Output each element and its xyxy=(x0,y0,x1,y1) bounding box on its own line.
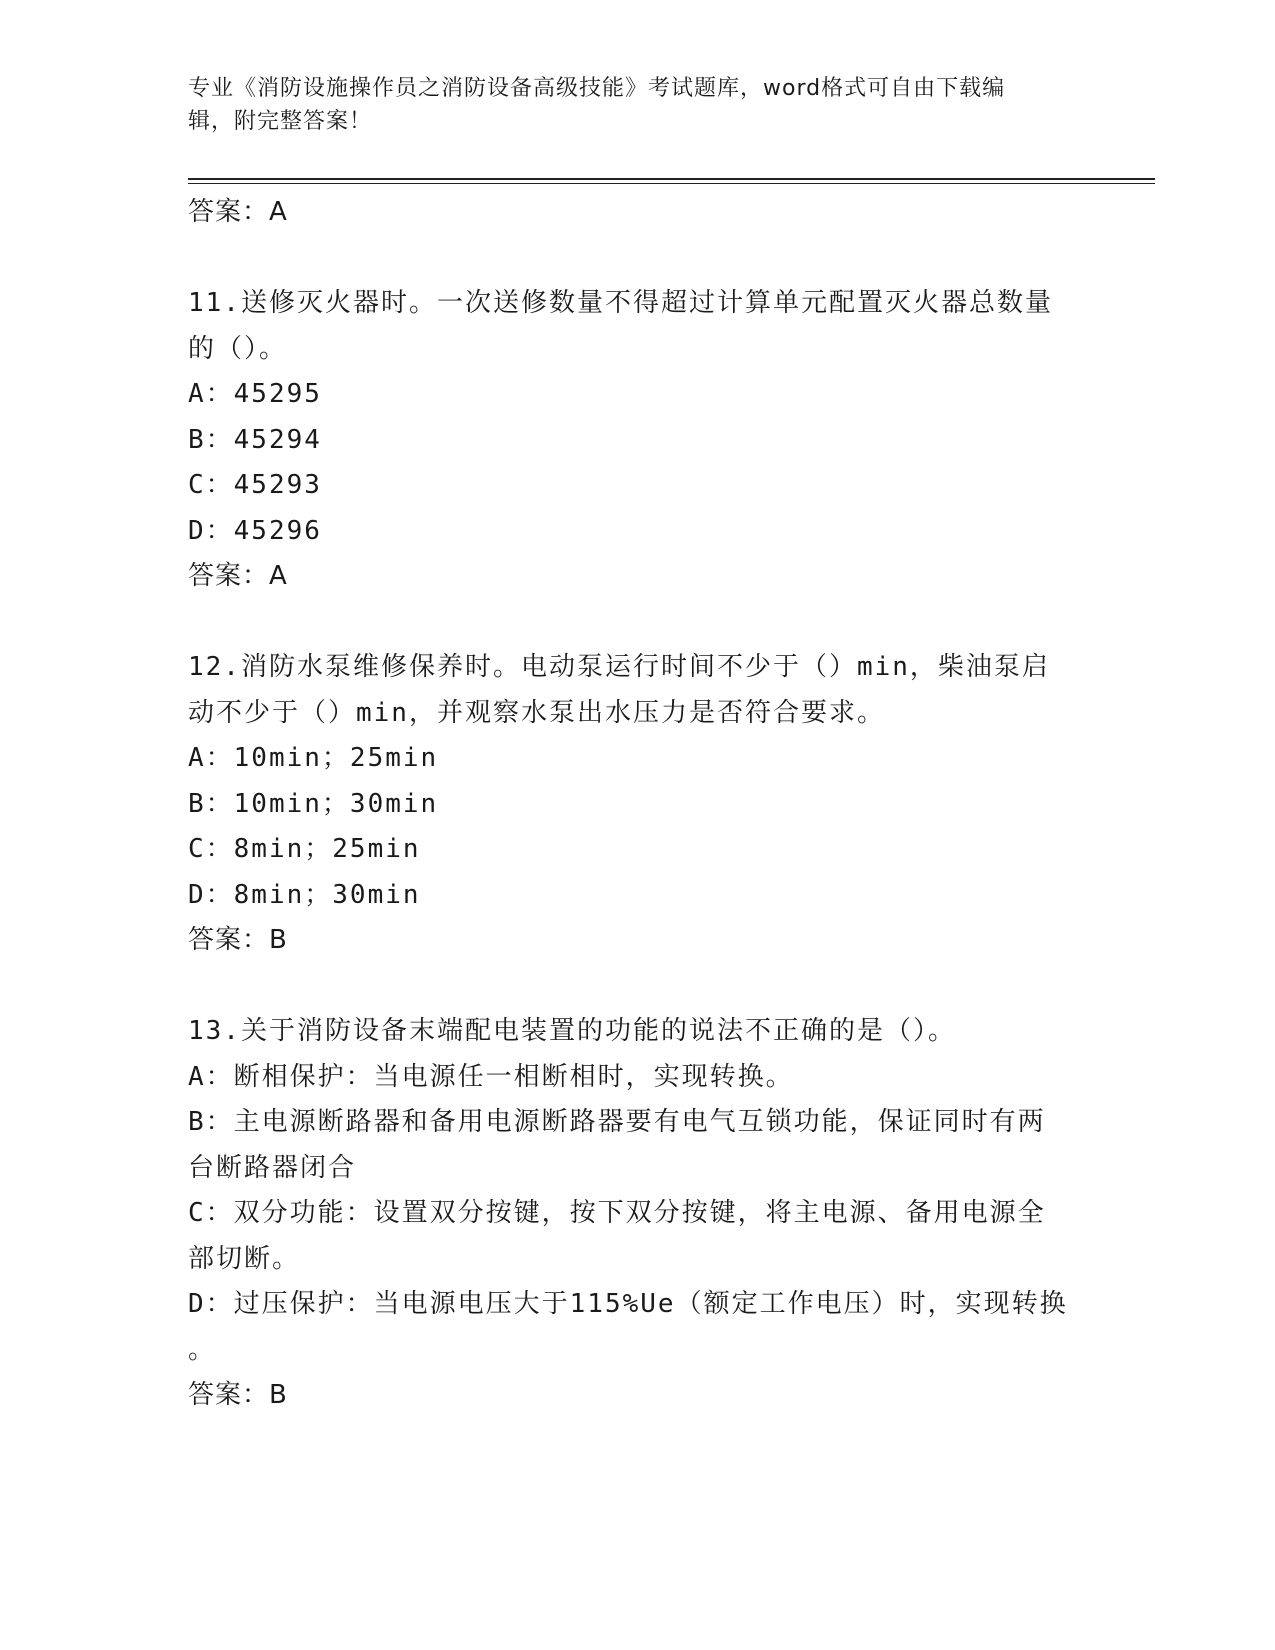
option-b: B：45294 xyxy=(188,424,322,455)
option-b: B：10min；30min xyxy=(188,788,439,819)
option-a: A：45295 xyxy=(188,379,322,409)
option-d-continued: 。 xyxy=(188,1334,217,1365)
question-list xyxy=(188,190,1088,1419)
question-13 xyxy=(188,1009,1088,1419)
header-divider-thin xyxy=(188,183,1155,184)
option-d: D：8min；30min xyxy=(188,879,421,910)
spacer xyxy=(188,600,1088,646)
option-c: C：45293 xyxy=(188,470,322,500)
question-12 xyxy=(188,645,1088,964)
option-b-continued: 台断路器闭合 xyxy=(188,1152,357,1183)
question-stem-line: 动不少于（）min，并观察水泵出水压力是否符合要求。 xyxy=(188,697,885,728)
option-c: C：双分功能：设置双分按键，按下双分按键，将主电源、备用电源全 xyxy=(188,1198,1046,1228)
option-a: A：断相保护：当电源任一相断相时，实现转换。 xyxy=(188,1061,794,1092)
spacer xyxy=(188,236,1088,282)
question-stem-line: 的（）。 xyxy=(188,333,288,364)
question-11 xyxy=(188,281,1088,600)
header-line-1: 专业《消防设施操作员之消防设备高级技能》考试题库，word格式可自由下载编 xyxy=(188,76,1006,101)
answer: 答案：B xyxy=(188,925,288,955)
option-b: B：主电源断路器和备用电源断路器要有电气互锁功能，保证同时有两 xyxy=(188,1107,1046,1137)
document-header xyxy=(188,72,1088,138)
question-stem-line: 12.消防水泵维修保养时。电动泵运行时间不少于（）min，柴油泵启 xyxy=(188,652,1050,682)
prev-answer: 答案：A xyxy=(188,197,288,227)
option-c: C：8min；25min xyxy=(188,834,421,864)
answer: 答案：B xyxy=(188,1380,288,1410)
header-line-2: 辑，附完整答案！ xyxy=(188,109,373,134)
option-d: D：过压保护：当电源电压大于115%Ue（额定工作电压）时，实现转换 xyxy=(188,1289,1068,1319)
question-stem-line: 13.关于消防设备末端配电装置的功能的说法不正确的是（）。 xyxy=(188,1016,956,1046)
header-divider-thick xyxy=(188,178,1155,180)
option-c-continued: 部切断。 xyxy=(188,1243,301,1274)
question-stem-line: 11.送修灭火器时。一次送修数量不得超过计算单元配置灭火器总数量 xyxy=(188,288,1053,318)
option-d: D：45296 xyxy=(188,515,322,546)
spacer xyxy=(188,964,1088,1010)
option-a: A：10min；25min xyxy=(188,743,439,773)
answer: 答案：A xyxy=(188,561,288,591)
